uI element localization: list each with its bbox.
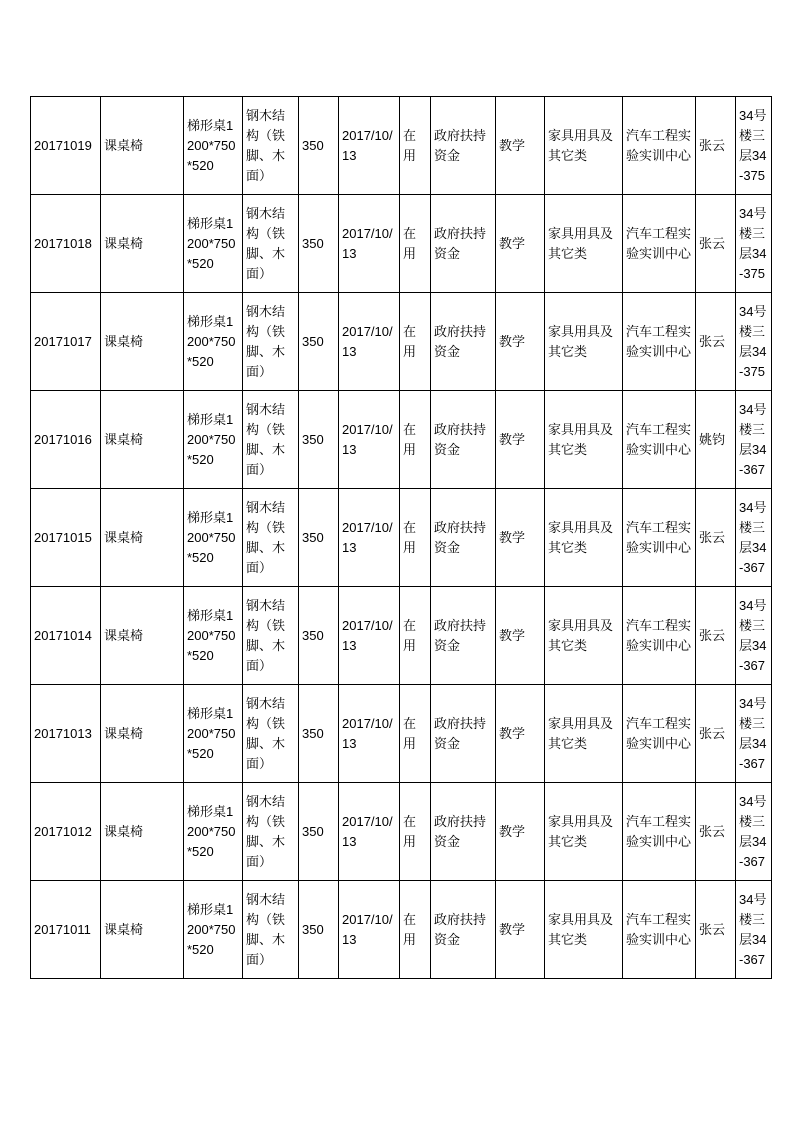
purchase-date-cell: 2017/10/13 [339,685,400,783]
usage-cell: 教学 [496,881,545,979]
table-row [31,97,772,195]
asset-name-cell: 课桌椅 [101,587,184,685]
table-row [31,391,772,489]
status-cell: 在用 [400,587,431,685]
custodian-cell: 张云 [696,783,736,881]
funding-source-cell: 政府扶持资金 [431,293,496,391]
location-cell: 34号楼三层34-367 [736,685,772,783]
table-row [31,587,772,685]
purchase-date-cell: 2017/10/13 [339,489,400,587]
status-cell: 在用 [400,195,431,293]
purchase-date-cell: 2017/10/13 [339,391,400,489]
price-cell: 350 [299,195,339,293]
table-row [31,195,772,293]
asset-id-cell: 20171012 [31,783,101,881]
material-cell: 钢木结构（铁脚、木面） [243,293,299,391]
custodian-cell: 张云 [696,685,736,783]
department-cell: 汽车工程实验实训中心 [623,391,696,489]
location-cell: 34号楼三层34-375 [736,293,772,391]
model-cell: 梯形桌1200*750*520 [184,587,243,685]
material-cell: 钢木结构（铁脚、木面） [243,587,299,685]
department-cell: 汽车工程实验实训中心 [623,783,696,881]
purchase-date-cell: 2017/10/13 [339,783,400,881]
material-cell: 钢木结构（铁脚、木面） [243,489,299,587]
asset-name-cell: 课桌椅 [101,489,184,587]
usage-cell: 教学 [496,489,545,587]
model-cell: 梯形桌1200*750*520 [184,293,243,391]
status-cell: 在用 [400,685,431,783]
asset-name-cell: 课桌椅 [101,391,184,489]
asset-id-cell: 20171017 [31,293,101,391]
material-cell: 钢木结构（铁脚、木面） [243,195,299,293]
purchase-date-cell: 2017/10/13 [339,587,400,685]
category-cell: 家具用具及其它类 [545,489,623,587]
price-cell: 350 [299,783,339,881]
status-cell: 在用 [400,293,431,391]
category-cell: 家具用具及其它类 [545,587,623,685]
department-cell: 汽车工程实验实训中心 [623,195,696,293]
model-cell: 梯形桌1200*750*520 [184,391,243,489]
purchase-date-cell: 2017/10/13 [339,293,400,391]
price-cell: 350 [299,293,339,391]
department-cell: 汽车工程实验实训中心 [623,881,696,979]
funding-source-cell: 政府扶持资金 [431,489,496,587]
category-cell: 家具用具及其它类 [545,881,623,979]
custodian-cell: 张云 [696,195,736,293]
table-body [31,97,772,979]
model-cell: 梯形桌1200*750*520 [184,489,243,587]
category-cell: 家具用具及其它类 [545,391,623,489]
purchase-date-cell: 2017/10/13 [339,97,400,195]
asset-id-cell: 20171016 [31,391,101,489]
model-cell: 梯形桌1200*750*520 [184,685,243,783]
material-cell: 钢木结构（铁脚、木面） [243,783,299,881]
model-cell: 梯形桌1200*750*520 [184,783,243,881]
material-cell: 钢木结构（铁脚、木面） [243,881,299,979]
model-cell: 梯形桌1200*750*520 [184,195,243,293]
purchase-date-cell: 2017/10/13 [339,881,400,979]
usage-cell: 教学 [496,97,545,195]
custodian-cell: 张云 [696,881,736,979]
funding-source-cell: 政府扶持资金 [431,881,496,979]
asset-id-cell: 20171013 [31,685,101,783]
funding-source-cell: 政府扶持资金 [431,97,496,195]
material-cell: 钢木结构（铁脚、木面） [243,685,299,783]
location-cell: 34号楼三层34-367 [736,881,772,979]
price-cell: 350 [299,97,339,195]
department-cell: 汽车工程实验实训中心 [623,587,696,685]
funding-source-cell: 政府扶持资金 [431,587,496,685]
custodian-cell: 张云 [696,97,736,195]
location-cell: 34号楼三层34-375 [736,97,772,195]
location-cell: 34号楼三层34-375 [736,195,772,293]
usage-cell: 教学 [496,391,545,489]
location-cell: 34号楼三层34-367 [736,587,772,685]
price-cell: 350 [299,391,339,489]
usage-cell: 教学 [496,195,545,293]
status-cell: 在用 [400,881,431,979]
table-row [31,685,772,783]
asset-id-cell: 20171011 [31,881,101,979]
usage-cell: 教学 [496,293,545,391]
status-cell: 在用 [400,97,431,195]
custodian-cell: 张云 [696,587,736,685]
price-cell: 350 [299,685,339,783]
asset-name-cell: 课桌椅 [101,97,184,195]
price-cell: 350 [299,587,339,685]
category-cell: 家具用具及其它类 [545,783,623,881]
department-cell: 汽车工程实验实训中心 [623,293,696,391]
funding-source-cell: 政府扶持资金 [431,195,496,293]
usage-cell: 教学 [496,587,545,685]
department-cell: 汽车工程实验实训中心 [623,97,696,195]
price-cell: 350 [299,881,339,979]
table-row [31,293,772,391]
location-cell: 34号楼三层34-367 [736,391,772,489]
category-cell: 家具用具及其它类 [545,685,623,783]
table-row [31,489,772,587]
usage-cell: 教学 [496,685,545,783]
asset-name-cell: 课桌椅 [101,685,184,783]
category-cell: 家具用具及其它类 [545,97,623,195]
department-cell: 汽车工程实验实训中心 [623,489,696,587]
model-cell: 梯形桌1200*750*520 [184,97,243,195]
funding-source-cell: 政府扶持资金 [431,391,496,489]
asset-name-cell: 课桌椅 [101,881,184,979]
asset-name-cell: 课桌椅 [101,293,184,391]
status-cell: 在用 [400,783,431,881]
purchase-date-cell: 2017/10/13 [339,195,400,293]
custodian-cell: 张云 [696,489,736,587]
custodian-cell: 姚钧 [696,391,736,489]
category-cell: 家具用具及其它类 [545,293,623,391]
funding-source-cell: 政府扶持资金 [431,783,496,881]
funding-source-cell: 政府扶持资金 [431,685,496,783]
material-cell: 钢木结构（铁脚、木面） [243,97,299,195]
table-row [31,881,772,979]
asset-id-cell: 20171019 [31,97,101,195]
department-cell: 汽车工程实验实训中心 [623,685,696,783]
status-cell: 在用 [400,391,431,489]
custodian-cell: 张云 [696,293,736,391]
asset-id-cell: 20171014 [31,587,101,685]
asset-name-cell: 课桌椅 [101,783,184,881]
usage-cell: 教学 [496,783,545,881]
asset-table [30,96,772,979]
asset-id-cell: 20171015 [31,489,101,587]
table-row [31,783,772,881]
asset-id-cell: 20171018 [31,195,101,293]
material-cell: 钢木结构（铁脚、木面） [243,391,299,489]
model-cell: 梯形桌1200*750*520 [184,881,243,979]
status-cell: 在用 [400,489,431,587]
location-cell: 34号楼三层34-367 [736,783,772,881]
asset-name-cell: 课桌椅 [101,195,184,293]
location-cell: 34号楼三层34-367 [736,489,772,587]
category-cell: 家具用具及其它类 [545,195,623,293]
price-cell: 350 [299,489,339,587]
